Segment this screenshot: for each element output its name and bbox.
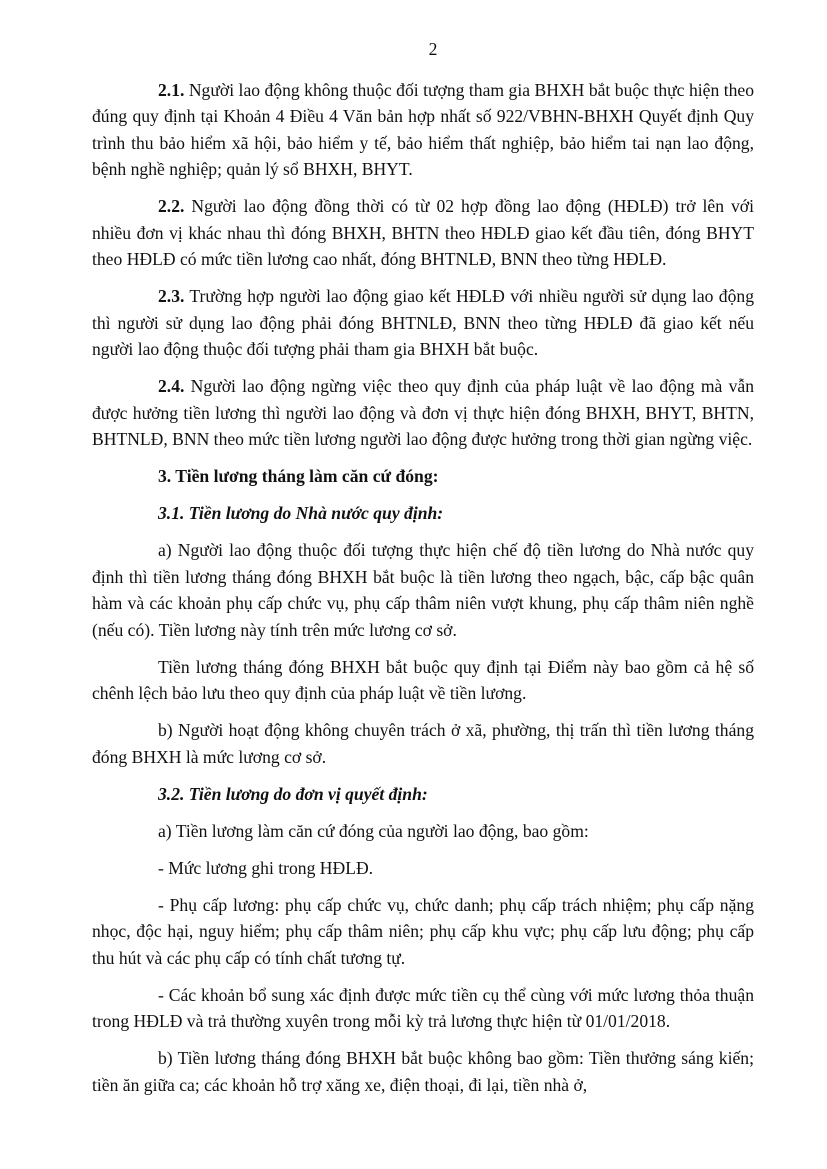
paragraph-3-2-a: a) Tiền lương làm căn cứ đóng của người lao động, bao gồm:	[158, 820, 589, 841]
clause-number: 2.4.	[158, 376, 185, 396]
clause-number: 2.2.	[158, 196, 185, 216]
paragraph-3-1-a: a) Người lao động thuộc đối tượng thực hiện chế độ tiền lương do Nhà nước quy định thì tiền lương tháng đóng BHXH bắt buộc là tiền lương theo ngạch, bậc, cấp bậc quân hàm và các khoản phụ cấp chức vụ, phụ cấp thâm niên vượt khung, phụ cấp thâm niên nghề (nếu có). Tiền lương này tính trên mức lương cơ sở.	[92, 540, 754, 640]
subsection-heading-3-1: 3.1. Tiền lương do Nhà nước quy định:	[158, 503, 444, 523]
paragraph-3-1-note: Tiền lương tháng đóng BHXH bắt buộc quy định tại Điểm này bao gồm cả hệ số chênh lệch bảo lưu theo quy định của pháp luật về tiền lương.	[92, 656, 754, 703]
paragraph-2-1	[92, 77, 754, 183]
clause-number: 2.1.	[158, 79, 185, 100]
clause-text: Người lao động không thuộc đối tượng tham gia BHXH bắt buộc thực hiện theo đúng quy định tại Khoản 4 Điều 4 Văn bản hợp nhất số 922/VBHN-BHXH Quyết định Quy trình thu bảo hiểm xã hội, bảo hiểm y tế, bảo hiểm thất nghiệp, bảo hiểm tai nạn lao động, bệnh nghề nghiệp; quản lý sổ BHXH, BHYT.	[92, 79, 754, 179]
paragraph-2-4	[92, 373, 754, 453]
paragraph-2-3	[92, 283, 754, 363]
list-item-supplements: - Các khoản bổ sung xác định được mức tiền cụ thể cùng với mức lương thỏa thuận trong HĐLĐ và trả thường xuyên trong mỗi kỳ trả lương thực hiện từ 01/01/2018.	[92, 984, 754, 1031]
clause-number: 2.3.	[158, 286, 185, 306]
paragraph-3-1-b: b) Người hoạt động không chuyên trách ở xã, phường, thị trấn thì tiền lương tháng đóng BHXH là mức lương cơ sở.	[92, 720, 754, 767]
paragraph-3-2-b: b) Tiền lương tháng đóng BHXH bắt buộc không bao gồm: Tiền thưởng sáng kiến; tiền ăn giữa ca; các khoản hỗ trợ xăng xe, điện thoại, đi lại, tiền nhà ở,	[92, 1048, 754, 1095]
document-page	[92, 36, 754, 1109]
list-item-salary: - Mức lương ghi trong HĐLĐ.	[158, 857, 374, 878]
clause-text: Trường hợp người lao động giao kết HĐLĐ với nhiều người sử dụng lao động thì người sử dụng lao động phải đóng BHTNLĐ, BNN theo từng HĐLĐ đã giao kết nếu người lao động thuộc đối tượng phải tham gia BHXH bắt buộc.	[92, 286, 754, 359]
section-heading-3: 3. Tiền lương tháng làm căn cứ đóng:	[158, 466, 439, 486]
page-number: 2	[428, 39, 438, 59]
list-item-allowances: - Phụ cấp lương: phụ cấp chức vụ, chức danh; phụ cấp trách nhiệm; phụ cấp nặng nhọc, độc hại, nguy hiểm; phụ cấp thâm niên; phụ cấp khu vực; phụ cấp lưu động; phụ cấp thu hút và các phụ cấp có tính chất tương tự.	[92, 894, 754, 968]
paragraph-2-2	[92, 193, 754, 273]
clause-text: Người lao động ngừng việc theo quy định của pháp luật về lao động mà vẫn được hưởng tiền lương thì người lao động và đơn vị thực hiện đóng BHXH, BHYT, BHTN, BHTNLĐ, BNN theo mức tiền lương người lao động được hưởng trong thời gian ngừng việc.	[92, 376, 754, 449]
clause-text: Người lao động đồng thời có từ 02 hợp đồng lao động (HĐLĐ) trở lên với nhiều đơn vị khác nhau thì đóng BHXH, BHTN theo HĐLĐ giao kết đầu tiên, đóng BHYT theo HĐLĐ có mức tiền lương cao nhất, đóng BHTNLĐ, BNN theo từng HĐLĐ.	[92, 196, 754, 269]
subsection-heading-3-2: 3.2. Tiền lương do đơn vị quyết định:	[158, 783, 428, 804]
